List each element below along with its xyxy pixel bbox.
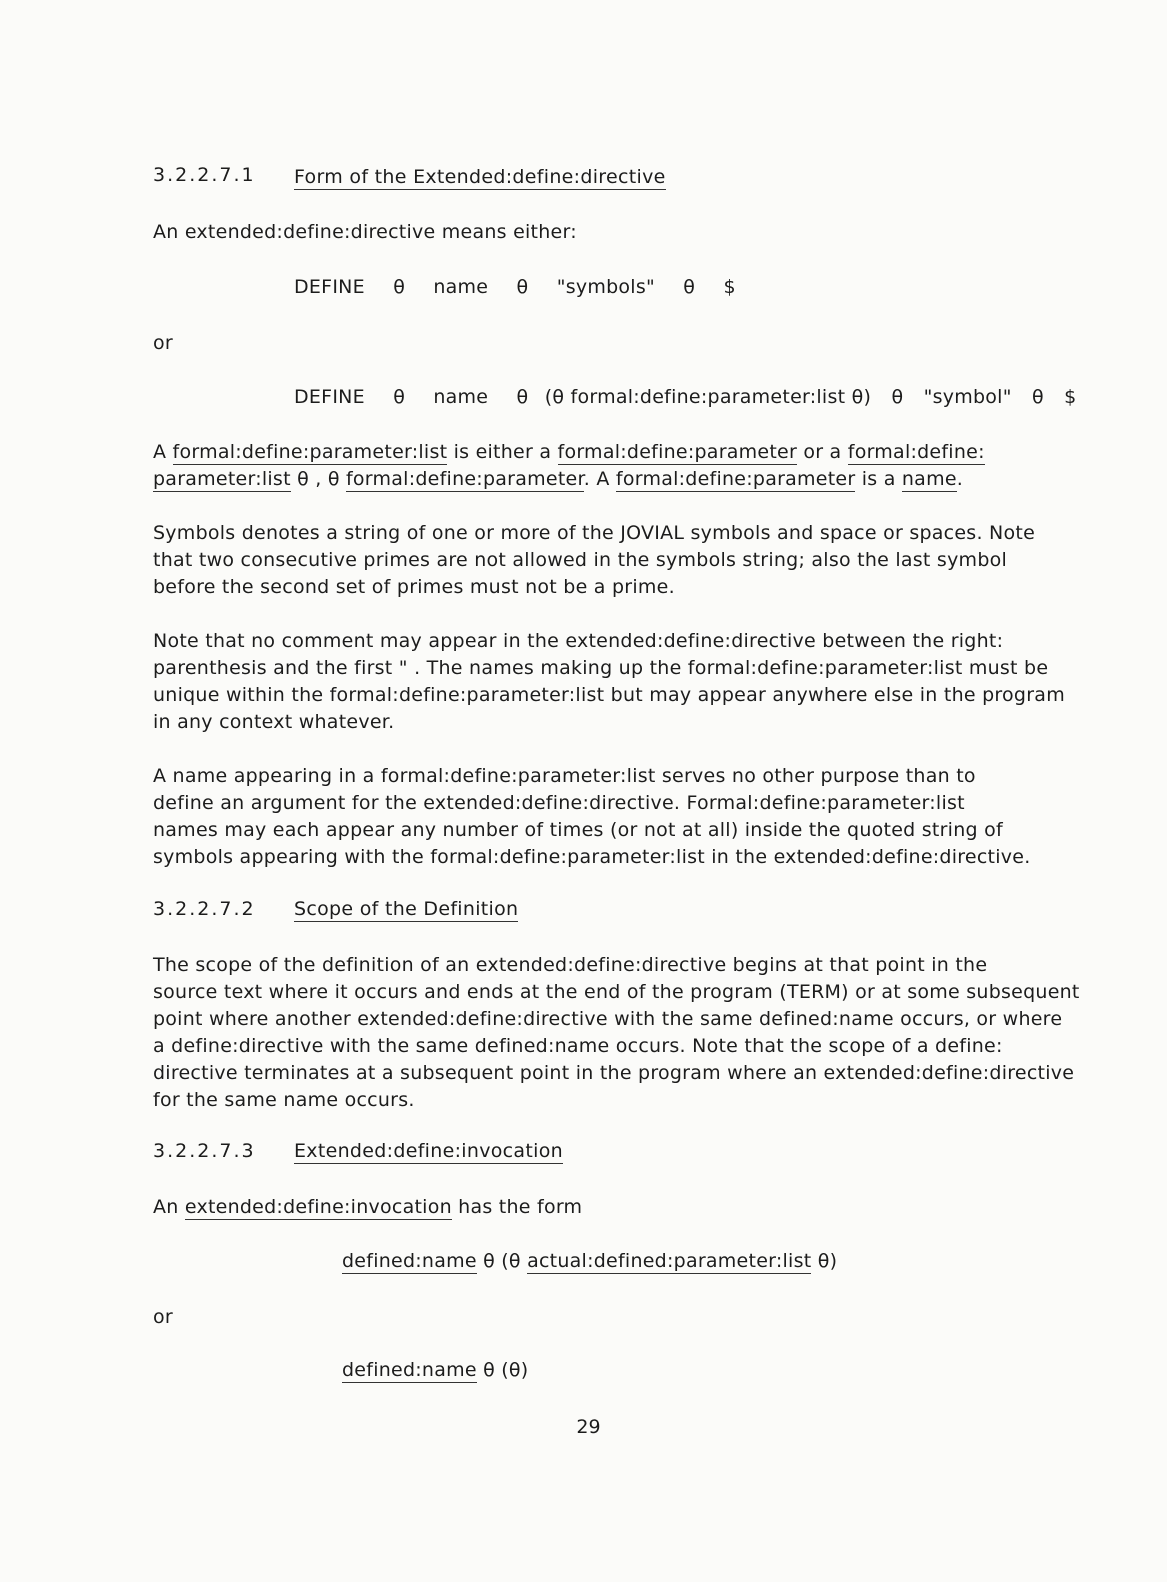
paragraph-line: parameter:list θ , θ formal:define:parameter. A formal:define:parameter is a name. <box>153 468 964 490</box>
syntax-form: DEFINE θ name θ (θ formal:define:parameter:list θ) θ "symbol" θ $ <box>294 386 1077 408</box>
section-title: Form of the Extended:define:directive <box>294 166 666 188</box>
paragraph-line: An extended:define:invocation has the form <box>153 1196 583 1218</box>
paragraph-line: for the same name occurs. <box>153 1089 415 1111</box>
section-title: Extended:define:invocation <box>294 1140 563 1162</box>
or-label: or <box>153 1306 173 1328</box>
syntax-form: defined:name θ (θ actual:defined:parameter:list θ) <box>342 1250 838 1272</box>
paragraph-line: names may each appear any number of times (or not at all) inside the quoted string of <box>153 819 1003 841</box>
paragraph-line: directive terminates at a subsequent point in the program where an extended:define:directive <box>153 1062 1075 1084</box>
paragraph-line: in any context whatever. <box>153 711 395 733</box>
paragraph-line: that two consecutive primes are not allowed in the symbols string; also the last symbol <box>153 549 1008 571</box>
section-number: 3.2.2.7.3 <box>153 1140 256 1162</box>
paragraph-line: define an argument for the extended:define:directive. Formal:define:parameter:list <box>153 792 965 814</box>
syntax-form: DEFINE θ name θ "symbols" θ $ <box>294 276 736 298</box>
section-title: Scope of the Definition <box>294 898 519 920</box>
section-number: 3.2.2.7.2 <box>153 898 256 920</box>
paragraph-line: Note that no comment may appear in the extended:define:directive between the right: <box>153 630 1004 652</box>
page-number: 29 <box>576 1416 601 1438</box>
paragraph-line: unique within the formal:define:parameter:list but may appear anywhere else in the program <box>153 684 1065 706</box>
paragraph-line: source text where it occurs and ends at the end of the program (TERM) or at some subsequent <box>153 981 1080 1003</box>
section-number: 3.2.2.7.1 <box>153 164 256 186</box>
paragraph-line: point where another extended:define:directive with the same defined:name occurs, or where <box>153 1008 1063 1030</box>
paragraph-line: parenthesis and the first " . The names making up the formal:define:parameter:list must be <box>153 657 1049 679</box>
syntax-form: defined:name θ (θ) <box>342 1359 529 1381</box>
paragraph-line: The scope of the definition of an extended:define:directive begins at that point in the <box>153 954 988 976</box>
or-label: or <box>153 332 173 354</box>
paragraph-line: Symbols denotes a string of one or more of the JOVIAL symbols and space or spaces. Note <box>153 522 1036 544</box>
paragraph-line: A formal:define:parameter:list is either a formal:define:parameter or a formal:define: <box>153 441 985 463</box>
paragraph-line: symbols appearing with the formal:define:parameter:list in the extended:define:directive. <box>153 846 1031 868</box>
paragraph-line: before the second set of primes must not be a prime. <box>153 576 675 598</box>
paragraph-line: a define:directive with the same defined:name occurs. Note that the scope of a define: <box>153 1035 1003 1057</box>
paragraph-line: A name appearing in a formal:define:parameter:list serves no other purpose than to <box>153 765 976 787</box>
paragraph-line: An extended:define:directive means either: <box>153 221 577 243</box>
